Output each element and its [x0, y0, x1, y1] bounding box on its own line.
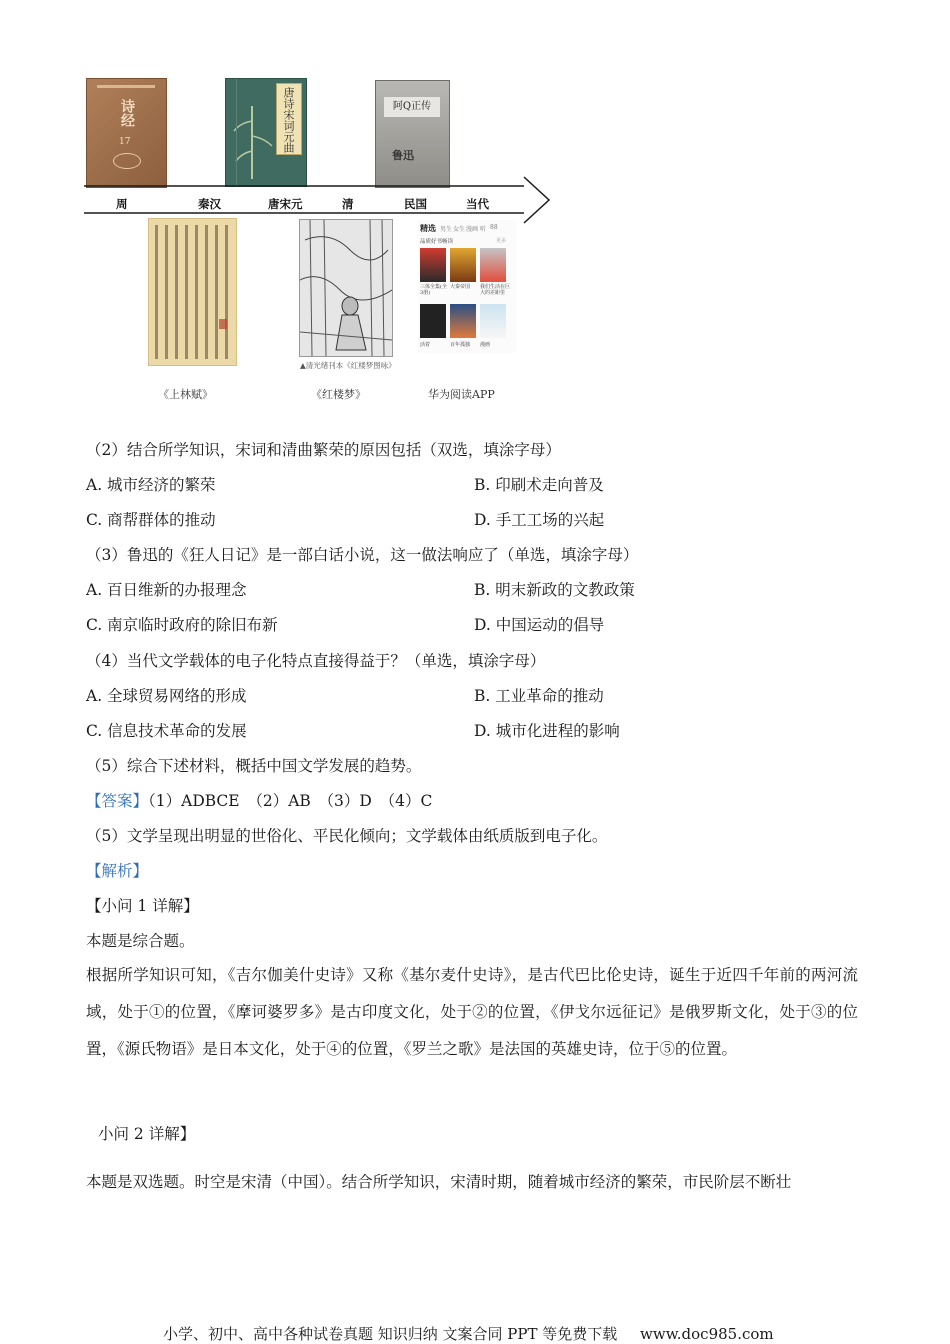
app-tab-male: 男生: [440, 226, 453, 233]
analysis-sub1-p2: 根据所学知识可知，《吉尔伽美什史诗》又称《基尔麦什史诗》，是古代巴比伦史诗，诞生于近四千年前的两河流域，处于①的位置，《摩诃婆罗多》是古印度文化，处于②的位置，《伊戈尔远征记》是俄罗斯文化，处于③的位置，《源氏物语》是日本文化，处于④的位置，《罗兰之歌》是法国的英雄史诗，位于⑤的位置。: [86, 966, 858, 1058]
app-tab-comic: 漫画: [466, 226, 479, 233]
q2-option-d: D. 手工工场的兴起: [474, 511, 605, 529]
app-more-link: 更多: [496, 238, 507, 244]
q4-option-c: C. 信息技术革命的发展: [86, 722, 247, 740]
caption-hongloumeng: 《红楼梦》: [311, 388, 366, 401]
shijing-title: 诗经: [119, 99, 135, 127]
analysis-sub2-title: 小问 2 详解】: [98, 1125, 196, 1143]
hongloumeng-drawing: [300, 220, 392, 356]
hongloumeng-note: ▲清光绪刊本《红楼梦图咏》: [300, 361, 396, 370]
app-book-label-5: 百年孤独: [450, 342, 471, 348]
analysis-sub2-p1: 本题是双选题。时空是宋清（中国）。结合所学知识，宋清时期，随着城市经济的繁荣，市民阶层不断壮: [86, 1173, 792, 1191]
q2-option-b: B. 印刷术走向普及: [474, 476, 604, 494]
shijing-ornament: [113, 153, 141, 169]
app-section-title: 品质好书畅读: [420, 239, 454, 245]
timeline-label-qinhan: 秦汉: [198, 197, 221, 211]
hongloumeng-illustration-image: [299, 219, 393, 357]
app-tab-female: 女生: [453, 226, 466, 233]
q3-option-a: A. 百日维新的办报理念: [86, 581, 247, 599]
azheng-title: 阿Q正传: [384, 97, 440, 117]
analysis-tag: 【解析】: [86, 862, 149, 880]
app-book-label-4: 活着: [420, 342, 431, 348]
shijing-number: 17: [119, 137, 131, 147]
app-book-label-6: 漫画: [480, 342, 491, 348]
app-book-cover-2: [450, 248, 476, 282]
calligraphy-columns: [149, 219, 236, 365]
app-book-cover-4: [420, 304, 446, 338]
q2-stem: （2）结合所学知识，宋词和清曲繁荣的原因包括（双选，填涂字母）: [86, 441, 561, 459]
tangshi-title-strip: [276, 83, 302, 155]
app-tab-88: 88: [490, 224, 498, 231]
footer-site-link[interactable]: www.doc985.com: [640, 1325, 774, 1343]
footer-text: 小学、初中、高中各种试卷真题 知识归纳 文案合同 PPT 等免费下载: [163, 1325, 618, 1343]
answer-line-1: [86, 790, 432, 812]
tangshi-title: 唐诗宋词元曲: [282, 87, 295, 153]
huawei-reading-app-screenshot: [418, 220, 516, 353]
app-book-cover-1: [420, 248, 446, 282]
answer-tag: 【答案】: [86, 792, 149, 810]
answer-line-2: （5）文学呈现出明显的世俗化、平民化倾向；文学载体由纸质版到电子化。: [86, 827, 608, 845]
q2-option-c: C. 商帮群体的推动: [86, 511, 216, 529]
analysis-sub1-title: 【小问 1 详解】: [86, 897, 199, 915]
q3-option-d: D. 中国运动的倡导: [474, 616, 605, 634]
app-book-cover-3: [480, 248, 506, 282]
answer-values: （1）ADBCE （2）AB （3）D （4）C: [148, 792, 433, 810]
caption-huawei-app: 华为阅读APP: [428, 388, 495, 401]
timeline-label-qing: 清: [342, 197, 354, 211]
analysis-sub1-p1: 本题是综合题。: [86, 932, 195, 950]
app-tab-listen: 听: [480, 226, 487, 233]
bamboo-illustration: [230, 101, 278, 181]
timeline-label-zhou: 周: [116, 197, 128, 211]
q2-option-a: A. 城市经济的繁荣: [86, 476, 216, 494]
caption-shanglinfu: 《上林赋》: [158, 388, 213, 401]
timeline-label-dangdai: 当代: [466, 197, 489, 211]
q4-option-a: A. 全球贸易网络的形成: [86, 687, 247, 705]
q4-stem: （4）当代文学载体的电子化特点直接得益于？（单选，填涂字母）: [86, 652, 546, 670]
azheng-author: 鲁迅: [392, 149, 414, 162]
timeline-label-tangsongyuan: 唐宋元: [268, 197, 303, 211]
q3-option-b: B. 明末新政的文教政策: [474, 581, 635, 599]
app-book-cover-5: [450, 304, 476, 338]
q3-stem: （3）鲁迅的《狂人日记》是一部白话小说，这一做法响应了（单选，填涂字母）: [86, 546, 639, 564]
q4-option-d: D. 城市化进程的影响: [474, 722, 620, 740]
tangshi-cover-image: [225, 78, 307, 187]
q5-stem: （5）综合下述材料，概括中国文学发展的趋势。: [86, 757, 422, 775]
q3-option-c: C. 南京临时政府的除旧布新: [86, 616, 278, 634]
app-tab-featured: 精选: [420, 223, 436, 233]
azheng-cover-image: [375, 80, 450, 188]
tangshi-line: [236, 79, 237, 186]
app-book-label-2: 大秦帝国: [450, 284, 471, 290]
shijing-cover-image: [86, 78, 167, 188]
q4-option-b: B. 工业革命的推动: [474, 687, 604, 705]
app-book-label-3: 我们生活在巨大的差距里: [480, 284, 511, 296]
shijing-topline: [97, 85, 155, 88]
footer-bar: [163, 1323, 774, 1344]
app-book-label-1: 三体全集(全3册): [420, 284, 447, 296]
timeline-label-minguo: 民国: [404, 197, 427, 211]
app-book-cover-6: [480, 304, 506, 338]
shanglinfu-calligraphy-image: [148, 218, 237, 366]
